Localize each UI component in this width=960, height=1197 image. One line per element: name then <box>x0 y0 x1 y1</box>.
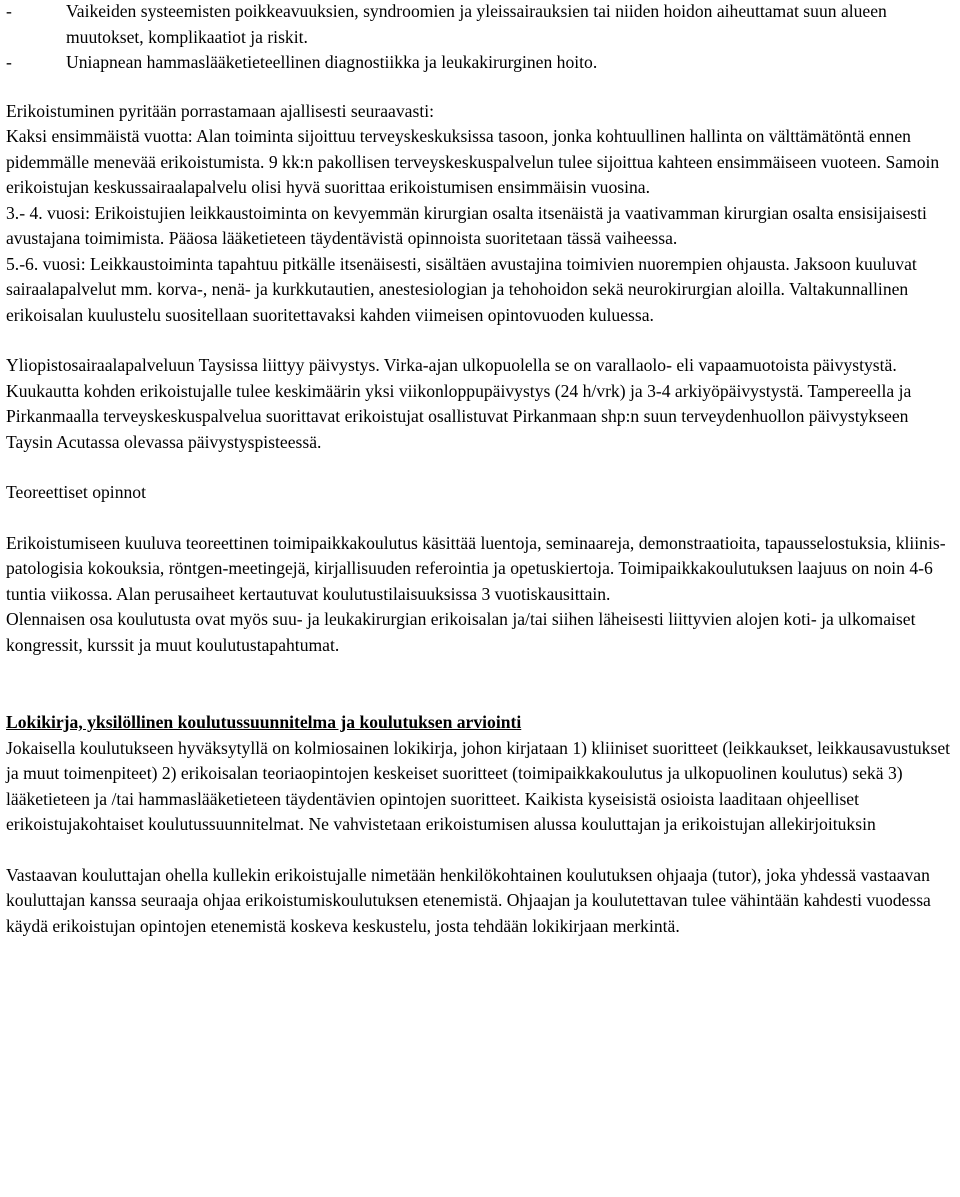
logbook-section <box>0 710 960 939</box>
progression-years-5-6: 5.-6. vuosi: Leikkaustoiminta tapahtuu pitkälle itsenäisesti, sisältäen avustajina toimivien nuorempien ohjausta. Jaksoon kuuluvat sairaalapalvelut mm. korva-, nenä- ja kurkkutautien, anestesiologian ja tehohoidon sekä neurokirurgian aloilla. Valtakunnallinen erikoisalan kuulustelu suositellaan suoritettavaksi kahden viimeisen opintovuoden kuluessa. <box>6 253 917 325</box>
theory-section <box>0 480 960 658</box>
bullet-marker: - <box>6 52 12 72</box>
list-item-text: Vaikeiden systeemisten poikkeavuuksien, syndroomien ja yleissairauksien tai niiden hoidon aiheuttamat suun alueen muutokset, komplikaatiot ja riskit. <box>66 1 887 47</box>
theory-paragraph-2: Olennaisen osa koulutusta ovat myös suu- ja leukakirurgian erikoisalan ja/tai siihen läheisesti liittyvien alojen koti- ja ulkomaiset kongressit, kurssit ja muut koulutustapahtumat. <box>6 609 916 655</box>
progression-years-3-4: 3.- 4. vuosi: Erikoistujien leikkaustoiminta on kevyemmän kirurgian osalta itsenäistä ja vaativamman kirurgian osalta ensisijaisesti avustajana toimimista. Pääosa lääketieteen täydentävistä opinnoista suoritetaan tässä vaiheessa. <box>6 202 927 248</box>
list-item <box>0 50 960 76</box>
progression-section <box>0 99 960 329</box>
spacer <box>0 658 960 710</box>
progression-intro: Erikoistuminen pyritään porrastamaan ajallisesti seuraavasti: <box>6 100 434 121</box>
logbook-paragraph-1: Jokaisella koulutukseen hyväksytyllä on kolmiosainen lokikirja, johon kirjataan 1) kliiniset suoritteet (leikkaukset, leikkausavustukset ja muut toimenpiteet) 2) erikoisalan teoriaopintojen keskeiset suoritteet (toimipaikkakoulutus ja ulkopuolinen koulutus) sekä 3) lääketieteen ja /tai hammaslääketieteen täydentävien opintojen suoritteet. Kaikista kyseisistä osioista laaditaan ohjeelliset erikoistujakohtaiset koulutussuunnitelmat. Ne vahvistetaan erikoistumisen alussa kouluttajan ja erikoistujan allekirjoituksin <box>6 737 951 834</box>
duty-paragraph: Yliopistosairaalapalveluun Taysissa liittyy päivystys. Virka-ajan ulkopuolella se on varallaolo- eli vapaamuotoista päivystystä. Kuukautta kohden erikoistujalle tulee keskimäärin yksi viikonloppupäivystys (24 h/vrk) ja 3-4 arkiyöpäivystystä. Tampereella ja Pirkanmaalla terveyskeskuspalvelua suorittavat erikoistujat osallistuvat Pirkanmaan shp:n suun terveydenhuollon päivystykseen Taysin Acutassa olevassa päivystyspisteessä. <box>6 355 912 452</box>
spacer <box>6 838 954 863</box>
spacer <box>6 506 954 531</box>
logbook-title: Lokikirja, yksilöllinen koulutussuunnitelma ja koulutuksen arviointi <box>6 712 522 732</box>
list-item <box>0 0 960 50</box>
theory-title: Teoreettiset opinnot <box>6 482 146 502</box>
spacer <box>0 76 960 99</box>
bullet-marker: - <box>6 1 12 21</box>
list-item-text: Uniapnean hammaslääketieteellinen diagnostiikka ja leukakirurginen hoito. <box>66 52 598 72</box>
logbook-paragraph-2: Vastaavan kouluttajan ohella kullekin erikoistujalle nimetään henkilökohtainen koulutuksen ohjaaja (tutor), joka yhdessä vastaavan kouluttajan kanssa seuraaja ohjaa erikoistumiskoulutuksen etenemistä. Ohjaajan ja koulutettavan tulee vähintään kahdesti vuodessa käydä erikoistujan opintojen etenemistä koskeva keskustelu, josta tehdään lokikirjaan merkintä. <box>6 864 931 936</box>
theory-paragraph-1: Erikoistumiseen kuuluva teoreettinen toimipaikkakoulutus käsittää luentoja, seminaareja, demonstraatioita, tapausselostuksia, kliinis-patologisia kokouksia, röntgen-meetingejä, kirjallisuuden referointia ja opetuskiertoja. Toimipaikkakoulutuksen laajuus on noin 4-6 tuntia viikossa. Alan perusaiheet kertautuvat koulutustilaisuuksissa 3 vuotiskausittain. <box>6 532 946 604</box>
spacer <box>0 328 960 353</box>
progression-years-1-2: Kaksi ensimmäistä vuotta: Alan toiminta sijoittuu terveyskeskuksissa tasoon, jonka kohtuullinen hallinta on välttämätöntä ennen pidemmälle menevää erikoistumista. 9 kk:n pakollisen terveyskeskuspalvelun tulee sijoittua kahteen ensimmäiseen vuoteen. Samoin erikoistujan keskussairaalapalvelu olisi hyvä suorittaa erikoistumisen ensimmäisin vuosina. <box>6 126 940 197</box>
duty-section <box>0 353 960 455</box>
spacer <box>0 455 960 480</box>
